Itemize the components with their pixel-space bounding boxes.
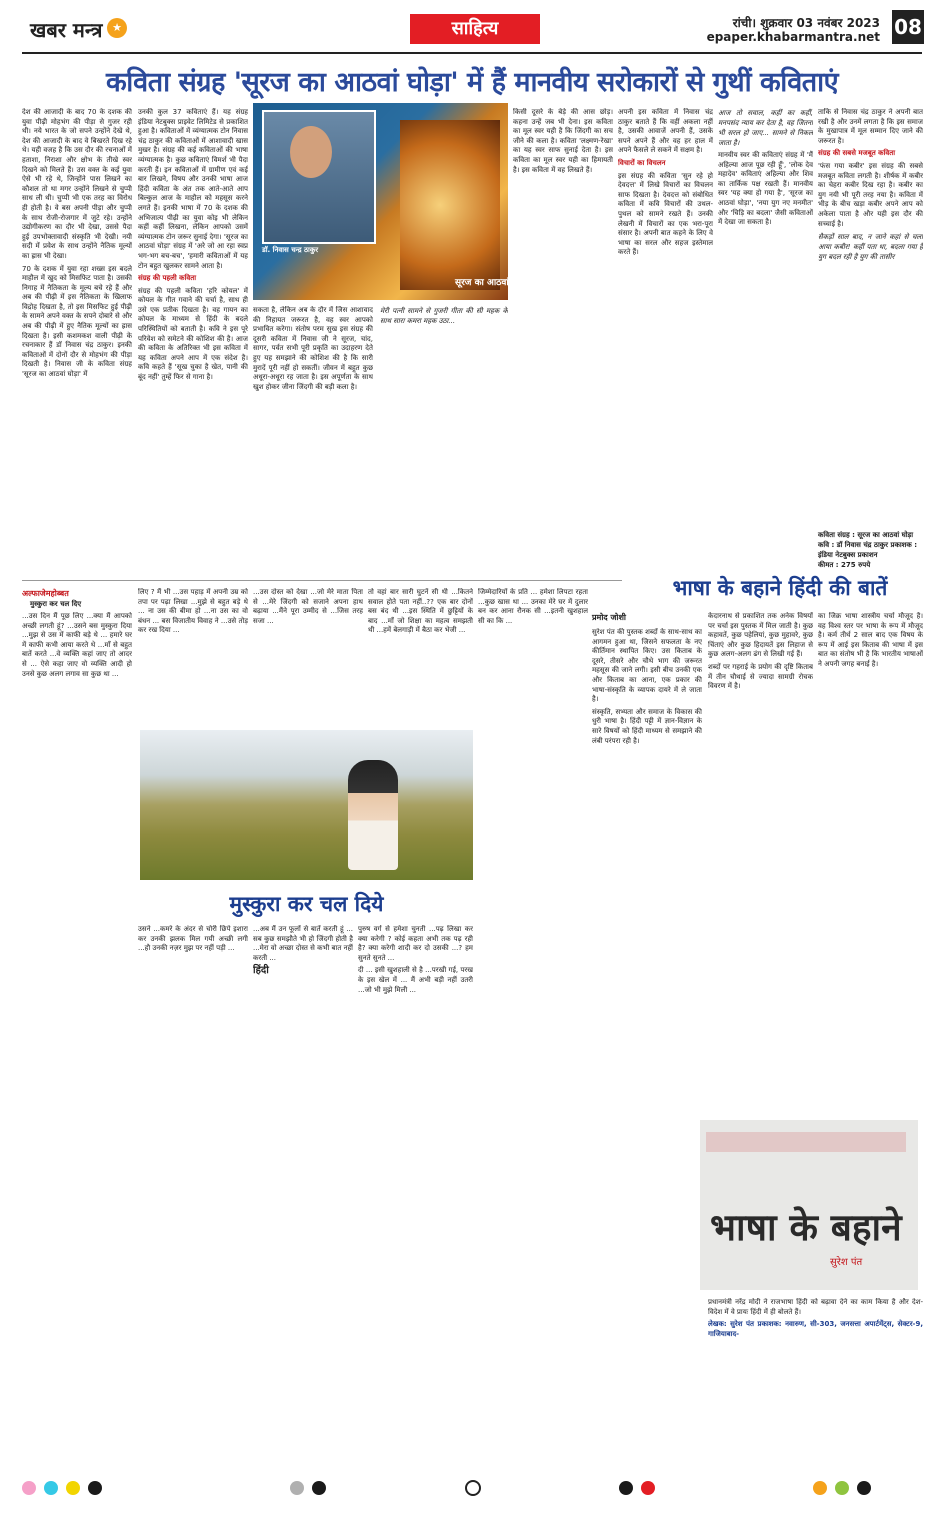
story1-col2b-para: संग्रह की पहली कविता 'हरि कोयल' में कोयल के गीत गवाने की चर्चा है, साथ ही उसे एक प्रतीक दिखता है। वह गायन का कोयल के माध्यम से हिंदी के बदले परिस्थितियों को बताती है। कवि ने इस पूरे परिवेश को समेटने की कोशिश की है। आज की कविता के अतिरिक्त भी इस कविता में यह कविता अपने आप में एक संदेश है। कवि कहते हैं 'सूख चुका है खेत, पानी की बूंद नहीं' तुम्हें फिर से गाना है। xyxy=(138,286,248,382)
story3-col1b-para: संस्कृति, सभ्यता और समाज के विकास की धुरी भाषा है। हिंदी पट्टी में ज्ञान-विज्ञान के सारे विषयों को हिंदी माध्यम से समझाने की लंबी परंपरा रही है। xyxy=(592,707,702,745)
story1-col5b-para: इस संग्रह की कविता 'सुन रहे हो देवदत्त' में लिखे विचारों का विचलन साफ दिखता है। देवदत्त को संबोधित कविता में कवि विचारों की उथल-पुथल को सामने रखते हैं। उनकी लेखनी में विचारों का एक भरा-पूरा संसार है। अपनी बात कहने के लिए वे भाषा का सरल और सहज इस्तेमाल करते हैं। xyxy=(618,171,713,257)
story2-column-2 xyxy=(138,588,248,723)
field-photo xyxy=(140,730,473,880)
book-cover-bhasha-title: भाषा के बहाने xyxy=(710,1205,902,1249)
story2-column-7 xyxy=(253,925,353,1470)
registration-dot xyxy=(641,1481,655,1495)
story3-byline: प्रमोद जोशी xyxy=(592,613,626,622)
story2-title: मुस्कुरा कर चल दिये xyxy=(229,892,384,916)
story2-col3-para: ...उस दोस्त को देखा ...जो मेरे माता पिता से ...मेरे जिंदगी को सजाने अपना हाथ बढ़ाया ...मैंने पूरा उम्मीद से ...जिस तरह सजा ... xyxy=(253,588,363,625)
story1-col7-subhead: संग्रह की सबसे मजबूत कविता xyxy=(818,149,896,158)
story3-column-2 xyxy=(708,612,813,1112)
registration-dot xyxy=(312,1481,326,1495)
story1-column-2 xyxy=(138,108,248,578)
book-cover-author: डॉ. निवास चन्द्र ठाकुर xyxy=(262,246,319,254)
website-url[interactable]: epaper.khabarmantra.net xyxy=(706,30,880,44)
registration-dot xyxy=(290,1481,304,1495)
story1-col6b-para: मानवीय स्वर की कविताएं संग्रह में 'मैं अहिल्या आज पूछ रही हूँ', 'लोक देव महादेव' कविताएं अहिल्या और शिव का तार्किक पक्ष रखती हैं। मानवीय स्वर 'यह क्या हो गया है', 'सूरज का आठवां घोड़ा', 'नया युग नए मनमीत' और 'चिड़ि का बदला' जैसी कविताओं में देखा जा सकता है। xyxy=(718,151,813,227)
woman-photo xyxy=(348,760,398,870)
registration-dot xyxy=(619,1481,633,1495)
sun-horse-artwork xyxy=(400,120,500,290)
registration-dot xyxy=(44,1481,58,1495)
story3-column-1 xyxy=(592,628,702,1473)
book-info-label: कविता संग्रह : सूरज का आठवां घोड़ा xyxy=(818,531,914,539)
story2-column-6 xyxy=(138,925,248,1470)
story1-col7b-para: 'फंस गया कबीर' इस संग्रह की सबसे मजबूत कविता लगती है। शीर्षक में कबीर का चेहरा कबीर दिख रहा है। कबीर का युग नयी भी पूरी तरह नया है। कविता में भीड़ के बीच खड़ा कबीर अपने आप को अकेला पाता है और यही इस दौर की सच्चाई है। xyxy=(818,161,923,228)
story1-column-6 xyxy=(718,108,813,578)
story1-column-7 xyxy=(818,108,923,528)
story1-col5-para: अपनी इस कविता में निवास चंद्र ठाकुर बताते हैं कि वहीं अकला नहीं है, उसकी आवाजें अपनी हैं, उसके सपने अपने हैं और वह हर हाल में अपने फैसले ले सकने में सक्षम है। xyxy=(618,108,713,155)
book-info-author: कवि : डॉ निवास चंद्र ठाकुर प्रकाशक : इंडिया नेटबुक्स प्रकाशन xyxy=(818,541,918,559)
story2-col4-para: तो वहां बार सारी घुटनें सी थी ...कितने सवाल होते पता नहीं..?? एक बार दोनों बस बंद थी ...इस स्थिति में छुट्टियों के बाद ...माँ जो शिक्षा का महत्व समझती थी ...हमें बेलगाड़ी में बैठा कर भेजी ... xyxy=(368,588,473,635)
story3-col2b-para: शब्दों पर गहराई के प्रयोग की दृष्टि किताब में तीन चौथाई से ज्यादा सामग्री रोचक विवरण में है। xyxy=(708,662,813,691)
story2-hindi-heading: हिंदी xyxy=(253,965,269,977)
story1-column-5 xyxy=(618,108,713,578)
story3-column-4 xyxy=(708,1298,923,1473)
story3-col2-para: केदारनाथ से प्रकाशित तक अनेक विषयों पर चर्चा इस पुस्तक में मिल जाती है। कुछ कहावतें, कुछ पहेलियां, कुछ मुहावरे, कुछ चिंताएं और कुछ हिदायतें इस लिहाज से कुछ अलग-अलग ढंग से लिखी गई हैं। xyxy=(708,612,813,659)
story2-col1-para: ...उस दिन मैं पूछ लिए ...क्या मैं आपको अच्छी लगती हूं? ...उसने बस मुस्कुरा दिया ...मुझ से उस में काफी बड़े थे ... हमारे घर में काफी कभी आया करते थे ...माँ से बहुत बातें करते ...वे व्यक्ति कहां जाए तो आदर से ... ऐसे कहा जाए वो व्यक्ति आदी हो उनसे कुछ अलग लगाव सा कुछ था ... xyxy=(22,612,132,678)
story2-column-3 xyxy=(253,588,363,723)
story-divider xyxy=(22,580,622,581)
masthead-brand: खबर मन्त्र xyxy=(30,18,103,42)
section-tab: साहित्य xyxy=(410,14,540,44)
story1-col7-quote: सैकड़ों साल बाद, न जाने कहां से चला आया कबीर! कहीं पता था, बदला गया है युग बदल रही है युग की तासीर xyxy=(818,233,923,262)
story1-column-1 xyxy=(22,108,132,578)
story1-col6-quote: आज तो सवाल, कहीं का कहीं, मनपसंद न्याय कर देता है, वह जितना भी सरल हो जाए... सामने से निकल जाता है। xyxy=(718,109,813,147)
story1-column-3b xyxy=(380,306,508,578)
story1-col3-para: सकता है, लेकिन अब के दौर में जिस आशावाद की निहायत जरूरत है, वह स्वर आपको प्रभावित करेगा। संतोष परम सुख इस संग्रह की दूसरी कविता में निवास जी ने सूरज, चांद, सागर, पर्वत सभी पूरी प्रकृति का उदाहरण देते हुए यह समझाने की कोशिश की है कि सारी मुरादें पूरी नहीं हो सकतीं। जीवन में बहुत कुछ अधूरा-अधूरा रह जाता है। इस अपूर्णता के साथ खुश होकर जीना जिंदगी की बड़ी कला है। xyxy=(253,306,373,391)
story3-column-3 xyxy=(818,612,923,1112)
book-cover-bhasha-author: सुरेश पंत xyxy=(830,1257,863,1268)
book-cover-accent xyxy=(706,1132,906,1152)
story1-col5-subhead: विचारों का विचलन xyxy=(618,158,666,167)
page-number: 08 xyxy=(892,10,924,44)
story1-col7-para: ताकि से निवास चंद्र ठाकुर ने अपनी बात रखी है और उनमें लगता है कि इस समाज के मुखापात्र में मूल सम्मान दिए जाने की जरूरत है। xyxy=(818,108,923,145)
registration-dot xyxy=(813,1481,827,1495)
book-info-price: कीमत : 275 रुपये xyxy=(818,561,871,569)
story1-column-3 xyxy=(253,306,373,578)
header-rule xyxy=(22,52,922,54)
story3-col1-para: सुरेश पंत की पुस्तक शब्दों के साथ-साथ का आगमन हुआ था, जिसने सफलता के नए कीर्तिमान स्थापित किए। उस किताब के दूसरे, तीसरे और चौथे भाग की जरूरत महसूस की जाने लगी। इसी बीच उनकी एक और किताब का आना, एक प्रकार की भाषा-संस्कृति के व्यापक दायरे में ले जाता है। xyxy=(592,628,702,704)
story2-col6-para: उसने ...कमरे के अंदर से चोरी छिपे इशारा कर उनकी झलक मिल गयी अच्छी लगी ...हौ उनकी नज़र मुझ पर नहीं पड़ी ... xyxy=(138,925,248,953)
story2-column-1 xyxy=(22,612,132,1472)
registration-dot xyxy=(835,1481,849,1495)
story2-subtitle: मुस्कुरा कर चल दिए xyxy=(30,600,82,608)
registration-dot xyxy=(66,1481,80,1495)
story1-col1-para: देश की आजादी के बाद 70 के दशक की युवा पीढ़ी मोहभंग की पीड़ा से गुजर रही थी। नये भारत के जो सपने उन्होंने देखे थे, देश की आजादी के बाद वे बिखरते दिख रहे थे। यही वजह है कि उस दौर की रचनाओं में हताशा, निराशा और क्षोभ के तीखे स्वर दिखने को मिलते हैं। उस वक्त के कई युवा ऐसे भी रहे थे, जिन्होंने पास लिखने का कौशल तो था मगर उन्होंने लिखने से चुप्पी साध ली थी। चुप्पी भी एक तरह का विरोध ही होती है। वे बस अपनी पीड़ा और चुप्पी के साथ रोजी-रोजगार में जुटे रहे। उन्होंने उद्योगीकरण का दौर भी देखा, उससे पैदा हुई उपभोक्तावादी संस्कृति भी देखी। नयी सदी में प्रवेश के साथ उन्होंने नैतिक मूल्यों का ह्रास भी देखा। xyxy=(22,108,132,260)
registration-dot xyxy=(857,1481,871,1495)
story2-col8-para: पुरुष वर्ग से हमेशा चुनती ...पढ़ लिखा कर क्या करेगी ? कोई कहता अभी तक पढ़ रही है? क्या करेगी शादी कर दो उसकी ...? हम सुनते सुनते ... xyxy=(358,925,473,962)
page-header xyxy=(0,0,945,58)
story1-column-4 xyxy=(513,108,613,578)
story2-col9-para: दी ... इसी खुशहाली से है ...परखी गई, परख के इस खेल में ... मैं अभी बड़ी नहीं उतरी ...जो भी मुझे मिली ... xyxy=(358,966,473,994)
story3-col3b-para: प्रधानमंत्री नरेंद्र मोदी ने राजभाषा हिंदी को बढ़ावा देने का काम किया है और देश-विदेश में वे प्रायः हिंदी में ही बोलते हैं। xyxy=(708,1298,923,1316)
registration-target-icon xyxy=(465,1480,481,1496)
color-registration-strip xyxy=(22,1477,922,1499)
story2-column-5 xyxy=(478,588,588,1468)
lead-headline: कविता संग्रह 'सूरज का आठवां घोड़ा' में हैं मानवीय सरोकारों से गुथीं कविताएं xyxy=(105,67,839,98)
brand-logo-icon: ★ xyxy=(107,18,127,38)
story1-col2-subhead: संग्रह की पहली कविता xyxy=(138,274,197,283)
story1-col4-para: किसी दूसरे के बेड़े की आस छोड़। कहना उन्हें जब भी देना। इस कविता का मूल स्वर यही है कि जिंदगी का सच जीने की कला है। कविता 'लक्ष्मण-रेखा' का यह स्वर साफ सुनाई देता है। इस कविता का मूल स्वर यही का हिमायती है। इस कविता में वह लिखते हैं। xyxy=(513,108,613,174)
book-info-box xyxy=(818,530,923,570)
story1-quote: मेरी पत्नी सामने से गुजरी गीता की सी महक के साथ सारा कमरा महक उठा... xyxy=(380,307,508,325)
author-face xyxy=(290,126,332,178)
story2-column-8 xyxy=(358,925,473,1470)
dateline: रांची। शुक्रवार 03 नवंबर 2023 xyxy=(732,16,880,30)
story1-col1b-para: 70 के दशक में युवा रहा शख्स इस बदले माहौल में खुद को मिसफिट पाता है। उसकी निगाह में नैतिकता के मूल्य बचे रहे हैं और अब की पीढ़ी में इस नैतिकता के खिलाफ विद्रोह दिखता है, तो इस मिसफिट हुई पीढ़ी के सामने अपने वक्त के सपने दोबारे से और अब की पीढ़ी में हुए नैतिक मूल्यों का ह्रास दिखता है। इसी कशमकश वाली पीढ़ी के रचनाकार हैं डॉ निवास चंद्र ठाकुर। इनकी कविताओं में दोनों दौर से मोहभंग की पीड़ा दिखती है। निवास जी के कविता संग्रह 'सूरज का आठवां घोड़ा' में xyxy=(22,264,132,379)
story2-col2-para: लिए ? मैं भी ...उस पहाड़ में अपनी उम्र को तपा पर पढ़ा लिखा ...मुझे से बहुत बड़े थे ... ना उस की बीमा हो ...ना उस का वो बंधन ... बस विजातीय विवाह ने ...उसे तोड़ कर रख दिया ... xyxy=(138,588,248,635)
registration-dot xyxy=(22,1481,36,1495)
story2-col5-para: जिम्मेदारियों के प्रति ... हमेशा लिपटा रहता ...कुछ खास था ... उनका मेरे घर में दुलार बन कर आना रौनक सी ...इतनी खुशहाल सी का कि ... xyxy=(478,588,588,625)
story3-col3-para: का जिक्र भाषा शास्त्रीय चर्चा मौजूद है। वह विश्व स्तर पर भाषा के रूप में मौजूद है। कर्म तीर्थ 2 साल बाद एक विषय के रूप में आई इस किताब की भाषा में इस बात का संतोष भी है कि भारतीय भाषाओं ने अपनी जगह बनाई है। xyxy=(818,612,923,668)
story2-kicker: अल्फाजेमहोब्बत xyxy=(22,589,69,598)
story1-col2-para: उनकी कुल 37 कविताएं हैं। यह संग्रह इंडिया नेटबुक्स प्राइवेट लिमिटेड से प्रकाशित हुआ है। कविताओं में व्यंग्यात्मक टोन निवास चंद्र ठाकुर की कविताओं में आशावादी खास मुखर है। संग्रह की कई कविताओं की भाषा व्यंग्यात्मक है। कुछ कविताएं विमर्श भी पैदा करती हैं। इन कविताओं में ग्रामीण एवं कई बार लिखने, विषय और उनकी भाषा आज हिंदी कविता के अंत तक आते-आते आप बिल्कुल आज के माहौल को महसूस करने लगते हैं। इनकी भाषा में 70 के दशक की अभिजात्य पीढ़ी का युवा कोइ भी लेकिन कहीं कहीं लिखना, लेकिन आपको उसमें व्यंग्यात्मक टोन जरूर सुनाई देगा। 'सूरज का आठवां घोड़ा' संग्रह में 'अरे जो आ रहा स्वप्न भग-भग बच-बच', 'हमारी कविताओं में यह टोन बहुत खुलकर सामने आता है। xyxy=(138,108,248,270)
book-cover-title: सूरज का आठवां घोड़ा xyxy=(455,278,527,288)
registration-dot xyxy=(88,1481,102,1495)
story3-title: भाषा के बहाने हिंदी की बातें xyxy=(672,576,888,600)
story3-book-details: लेखक: सुरेश पंत प्रकाशक: नवारुण, सी-303, जनसत्ता अपार्टमेंट्स, सेक्टर-9, गाजियाबाद- xyxy=(708,1320,923,1338)
story2-column-4 xyxy=(368,588,473,723)
story2-col7-para: ...अब मैं उन फूलों से बातें करती हूं ... सब कुछ समझौते भी हो जिंदगी होती है ...मेरा वो अच्छा दोस्त से कभी बात नहीं करती ... xyxy=(253,925,353,962)
